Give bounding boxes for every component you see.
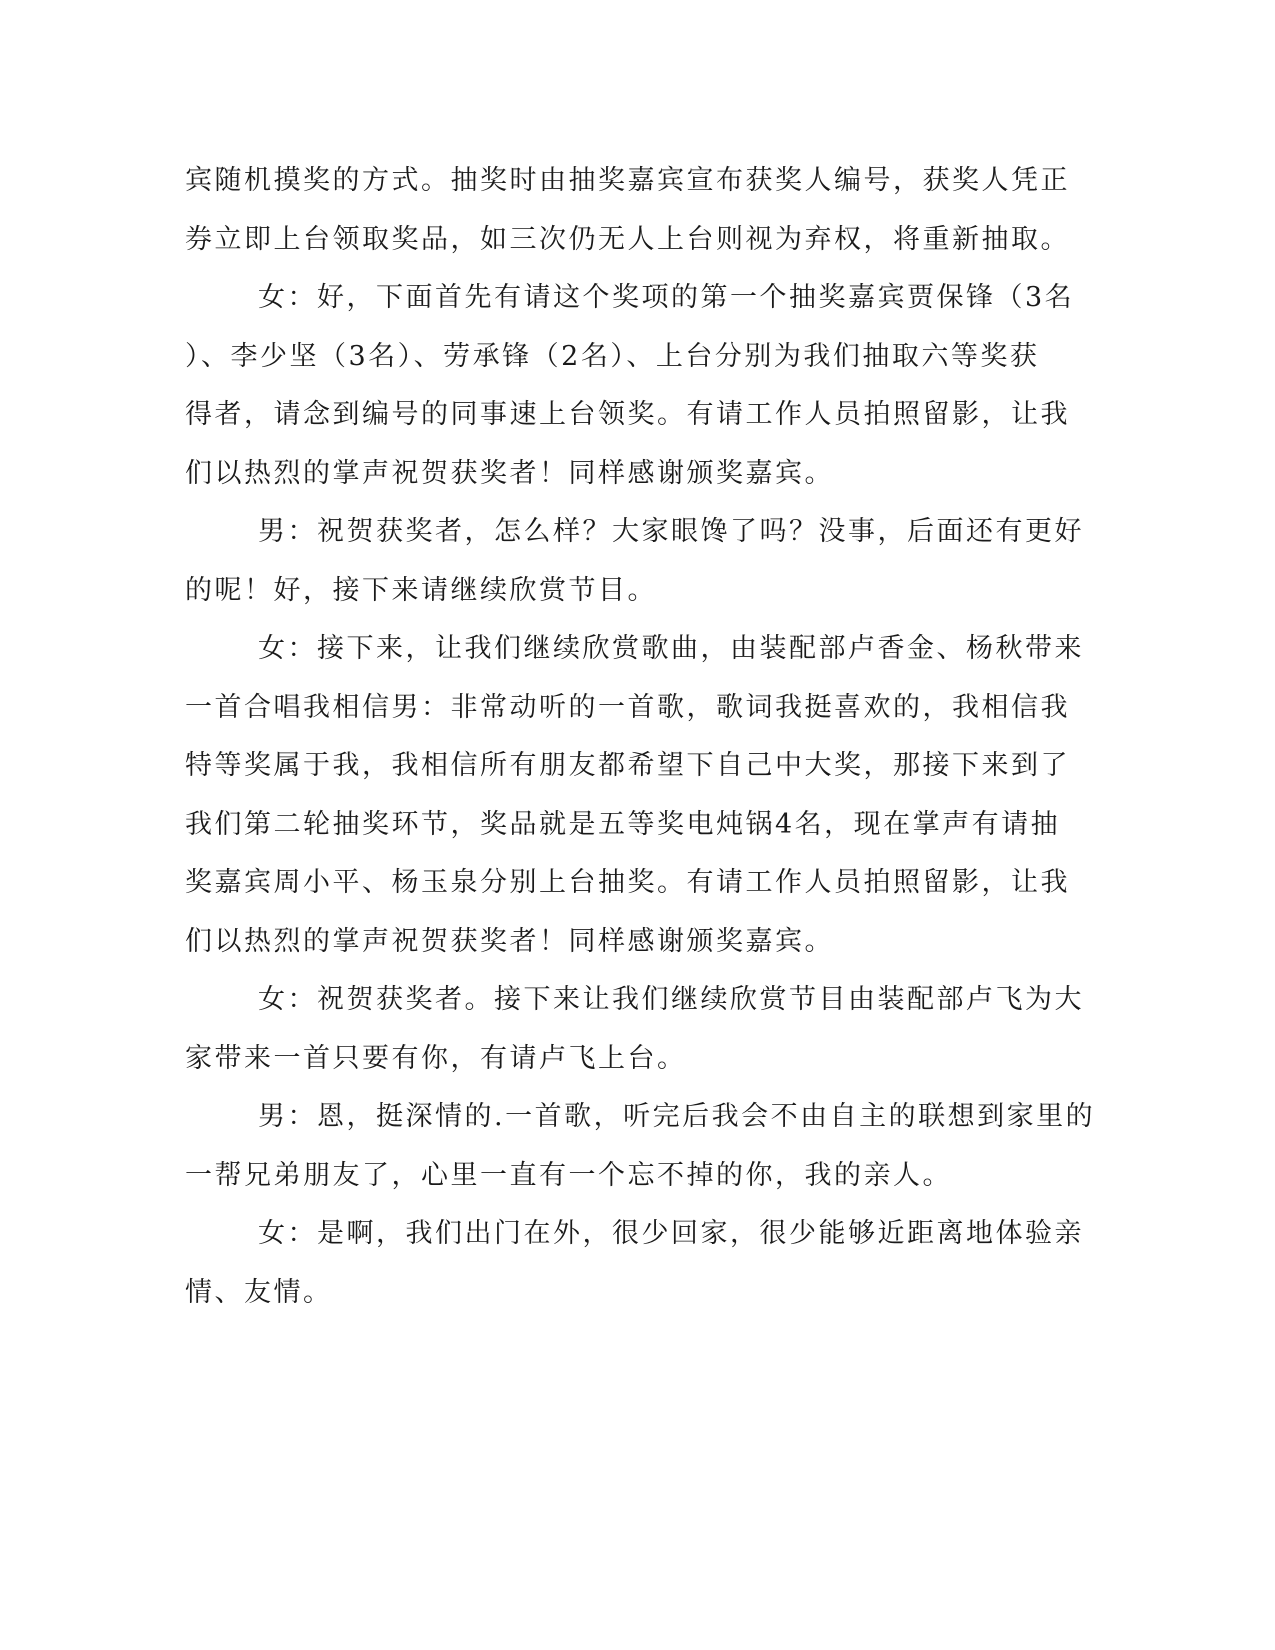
document-body (185, 152, 1096, 1322)
text-line: 男：恩，挺深情的.一首歌，听完后我会不由自主的联想到家里的 (258, 1101, 1096, 1132)
paragraph-female-host-song-intro (185, 971, 1084, 1088)
text-line: 券立即上台领取奖品，如三次仍无人上台则视为弃权，将重新抽取。 (185, 223, 1070, 255)
text-line: 们以热烈的掌声祝贺获奖者！同样感谢颁奖嘉宾。 (185, 925, 834, 957)
text-line: 女：祝贺获奖者。接下来让我们继续欣赏节目由装配部卢飞为大 (258, 984, 1084, 1015)
text-line: 女：接下来，让我们继续欣赏歌曲，由装配部卢香金、杨秋带来 (258, 633, 1084, 664)
paragraph-female-host-second-draw (185, 620, 1084, 971)
text-line: 一首合唱我相信男：非常动听的一首歌，歌词我挺喜欢的，我相信我 (185, 691, 1070, 723)
text-line: 一帮兄弟朋友了，心里一直有一个忘不掉的你，我的亲人。 (185, 1159, 952, 1191)
text-line: 女：是啊，我们出门在外，很少回家，很少能够近距离地体验亲 (258, 1218, 1084, 1249)
paragraph-female-host-first-draw (185, 269, 1075, 503)
paragraph-continuation (185, 152, 1075, 269)
text-line: 奖嘉宾周小平、杨玉泉分别上台抽奖。有请工作人员拍照留影，让我 (185, 867, 1070, 898)
text-line: 情、友情。 (185, 1276, 333, 1308)
text-line: 男：祝贺获奖者，怎么样？大家眼馋了吗？没事，后面还有更好 (258, 516, 1084, 547)
text-line: 我们第二轮抽奖环节，奖品就是五等奖电炖锅4名，现在掌声有请抽 (185, 808, 1061, 840)
paragraph-male-host-congrats (185, 503, 1084, 620)
text-line: 的呢！好，接下来请继续欣赏节目。 (185, 574, 657, 606)
paragraph-male-host-song-comment (185, 1088, 1096, 1205)
paragraph-female-host-reply (185, 1205, 1084, 1322)
text-line: ）、李少坚（3名）、劳承锋（2名）、上台分别为我们抽取六等奖获 (185, 340, 1040, 372)
text-line: 特等奖属于我，我相信所有朋友都希望下自己中大奖，那接下来到了 (185, 750, 1070, 781)
text-line: 家带来一首只要有你，有请卢飞上台。 (185, 1042, 687, 1074)
text-line: 得者，请念到编号的同事速上台领奖。有请工作人员拍照留影，让我 (185, 399, 1070, 430)
text-line: 宾随机摸奖的方式。抽奖时由抽奖嘉宾宣布获奖人编号，获奖人凭正 (185, 165, 1070, 196)
text-line: 女：好，下面首先有请这个奖项的第一个抽奖嘉宾贾保锋（3名 (258, 282, 1075, 313)
text-line: 们以热烈的掌声祝贺获奖者！同样感谢颁奖嘉宾。 (185, 457, 834, 489)
